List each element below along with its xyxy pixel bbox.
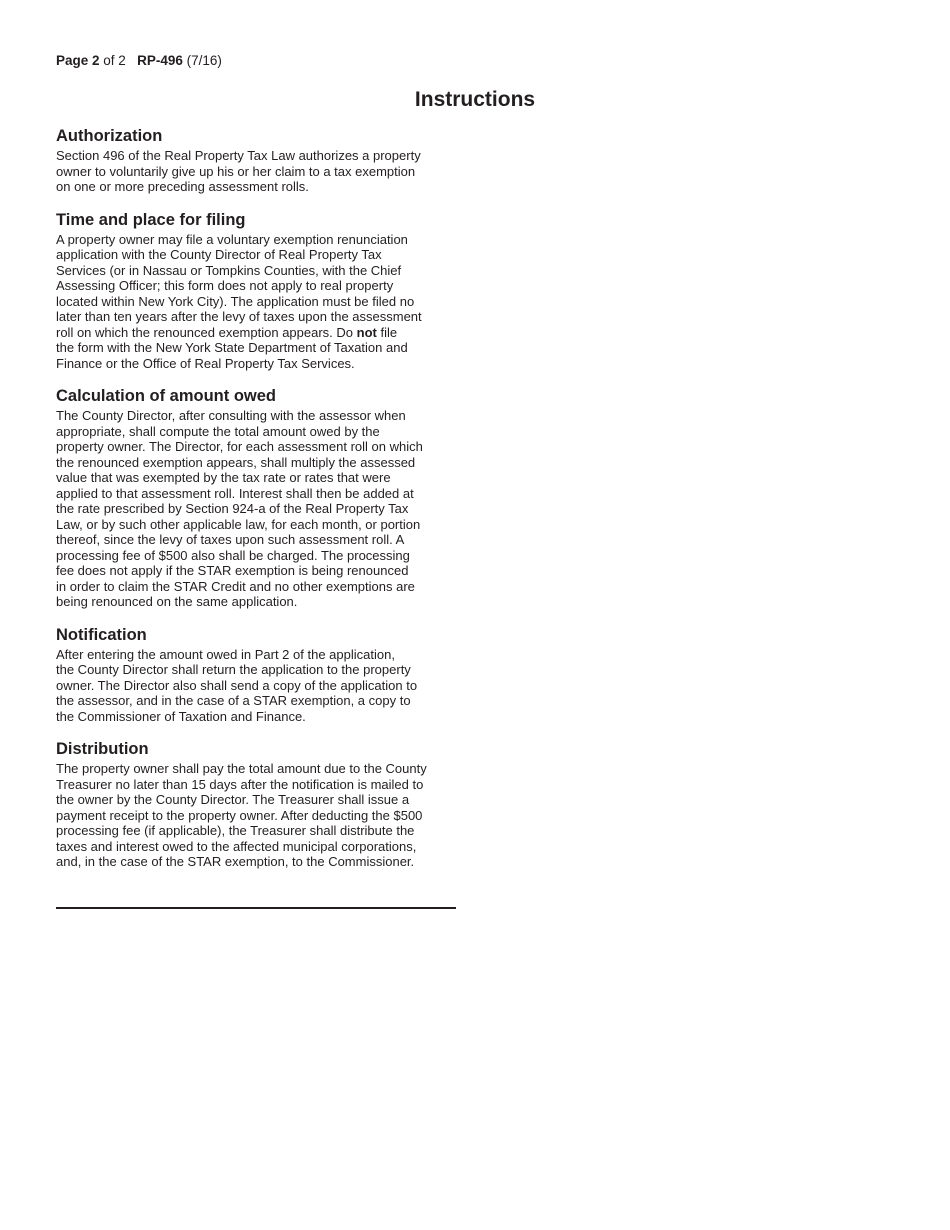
page-total: of 2	[99, 53, 126, 68]
section-heading: Distribution	[56, 740, 149, 758]
section-authorization	[56, 126, 461, 195]
body-emphasis: not	[356, 324, 377, 340]
body-text-after: file the form with the New York State Department of Taxation and Finance or the Office of Real Property Tax Services.	[56, 324, 408, 371]
section-body: After entering the amount owed in Part 2 of the application, the County Director shall return the application to the property owner. The Director also shall send a copy of the application to the assessor, and in the case of a STAR exemption, a copy to the Commissioner of Taxation and Finance.	[56, 646, 418, 724]
section-filing	[56, 210, 461, 372]
section-calculation	[56, 386, 461, 610]
section-heading: Time and place for filing	[56, 210, 246, 229]
page-title: Instructions	[414, 88, 536, 111]
divider-line	[56, 907, 456, 909]
form-number: RP-496	[137, 53, 183, 68]
instructions-column	[56, 126, 461, 885]
section-heading: Notification	[56, 625, 147, 644]
section-notification	[56, 625, 461, 725]
body-text-before: A property owner may file a voluntary exemption renunciation application with the County Director of Real Property Tax Services (or in Nassau or Tompkins Counties, with the Chief Assessing Officer; this form does not apply to real property located within New York City). The application must be filed no later than ten years after the levy of taxes upon the assessment roll on which the renounced exemption appears. Do	[56, 231, 422, 340]
form-revision: (7/16)	[182, 53, 222, 68]
section-body: Section 496 of the Real Property Tax Law authorizes a property owner to voluntarily give up his or her claim to a tax exemption on one or more preceding assessment rolls.	[56, 148, 421, 194]
section-heading: Authorization	[56, 127, 163, 145]
page-header	[56, 53, 222, 68]
page-number: Page 2	[56, 53, 100, 68]
section-body: The County Director, after consulting with the assessor when appropriate, shall compute the total amount owed by the property owner. The Director, for each assessment roll on which the renounced exemption appears, shall multiply the assessed value that was exempted by the tax rate or rates that were applied to that assessment roll. Interest shall then be added at the rate prescribed by Section 924-a of the Real Property Tax Law, or by such other applicable law, for each month, or portion thereof, since the levy of taxes upon such assessment roll. A processing fee of $500 also shall be charged. The processing fee does not apply if the STAR exemption is being renounced in order to claim the STAR Credit and no other exemptions are being renounced on the same application.	[56, 408, 423, 609]
section-heading: Calculation of amount owed	[56, 387, 277, 405]
section-body	[56, 232, 461, 372]
section-distribution	[56, 739, 461, 870]
section-body: The property owner shall pay the total amount due to the County Treasurer no later than 15 days after the notification is mailed to the owner by the County Director. The Treasurer shall issue a payment receipt to the property owner. After deducting the $500 processing fee (if applicable), the Treasurer shall distribute the taxes and interest owed to the affected municipal corporations, and, in the case of the STAR exemption, to the Commissioner.	[56, 761, 427, 869]
